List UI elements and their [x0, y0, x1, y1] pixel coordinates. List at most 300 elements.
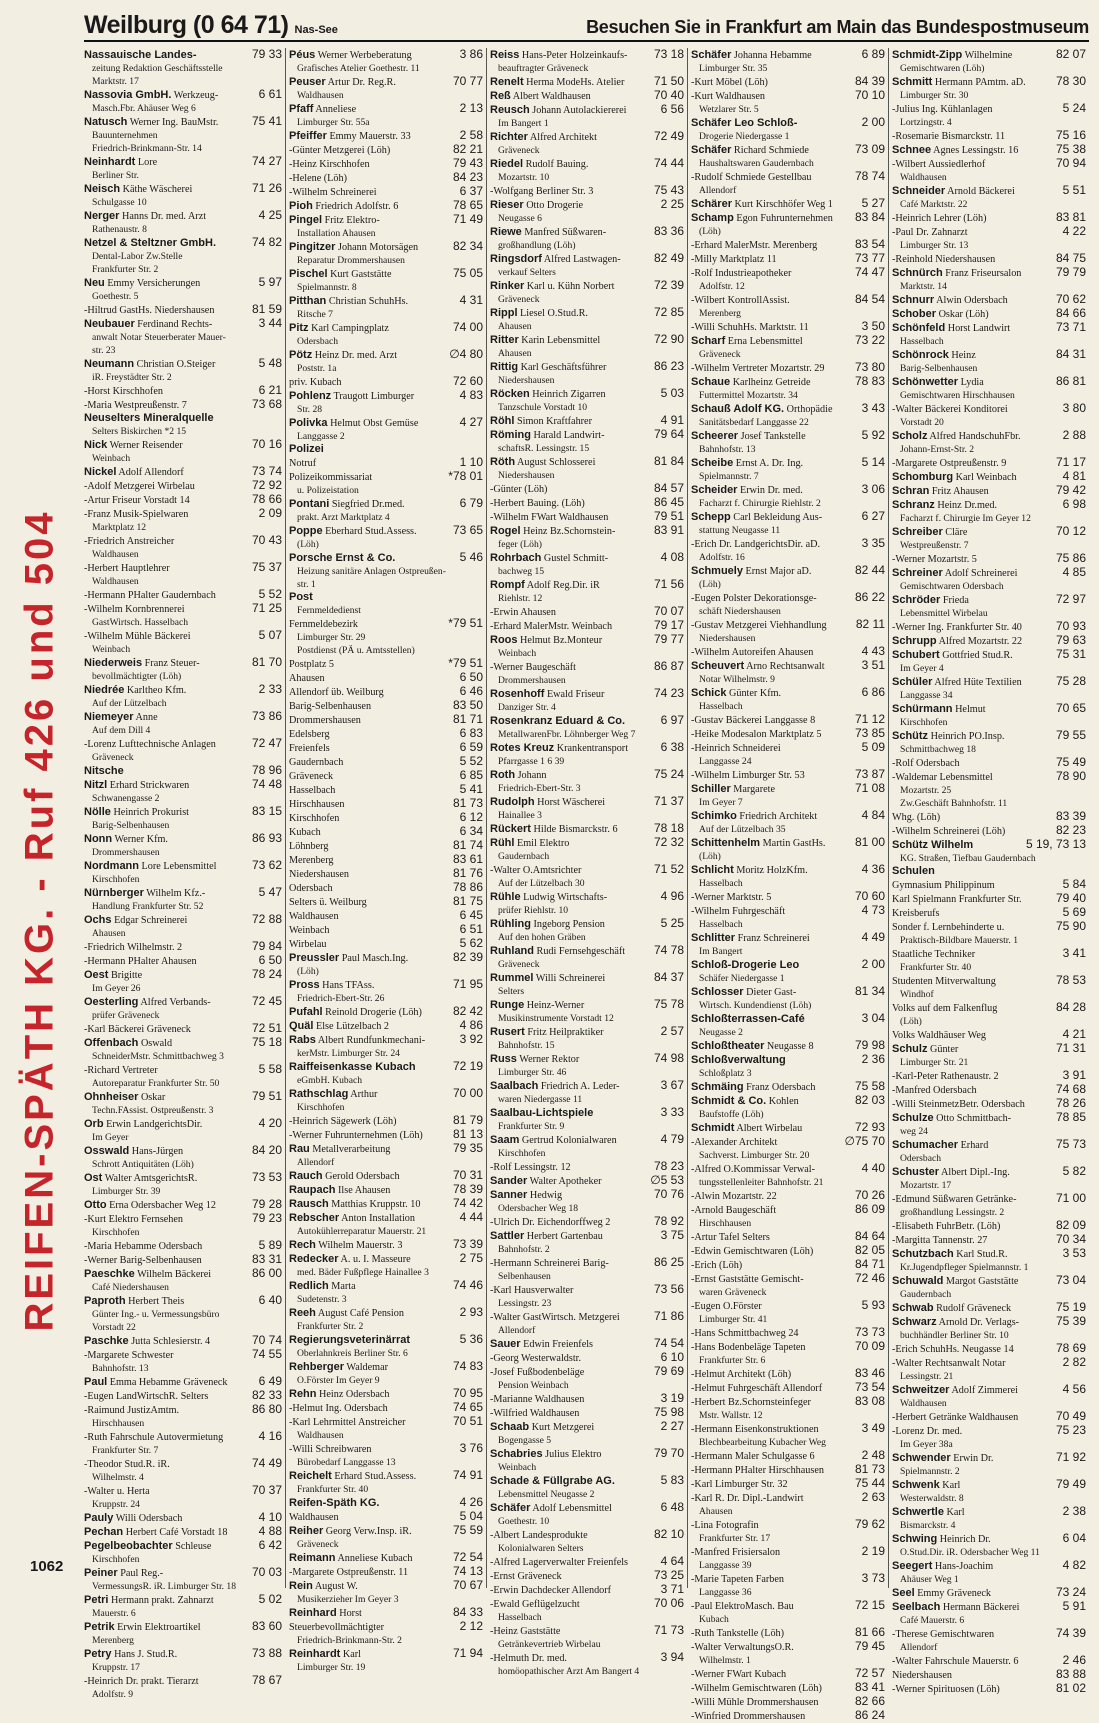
listing-name [691, 1423, 859, 1436]
listing-details: Matthias Kruppstr. 10 [328, 1199, 421, 1210]
listing-entry [691, 809, 885, 823]
listing-entry [691, 1709, 885, 1723]
listing-details: August W. [312, 1581, 358, 1592]
listing-details: Anton Installation [339, 1213, 415, 1224]
listing-surname: Nonn [84, 833, 113, 845]
listing-entry [490, 1283, 684, 1297]
listing-subline: Lessingstr. 23 [498, 1298, 552, 1309]
listing-phone: 73 85 [854, 726, 885, 740]
listing-details: Eberhard Stud.Assess. [322, 526, 417, 537]
listing-entry [691, 1340, 885, 1354]
listing-surname: Nassovia GmbH. [84, 89, 172, 101]
listing-details: -Wilhelm FWart Waldhausen [490, 512, 609, 523]
listing-entry [84, 398, 282, 412]
listing-name [84, 1648, 249, 1661]
listing-surname: Rech [289, 1239, 316, 1251]
listing-subline: Kirschhofen [297, 1102, 345, 1113]
listing-surname: Runge [490, 999, 525, 1011]
listing-phone: 82 10 [653, 1527, 684, 1541]
listing-name [289, 938, 457, 951]
listing-surname: Schäfer Leo Schloß- [691, 117, 798, 129]
listing-phone: 74 47 [854, 265, 885, 279]
listing-subline: Bürobedarf Langgasse 13 [297, 1457, 396, 1468]
listing-name [289, 1361, 450, 1374]
listing-surname: Schick [691, 687, 727, 699]
listing-name [490, 1529, 651, 1542]
listing-phone: 74 55 [251, 1347, 282, 1361]
listing-name [892, 1357, 1060, 1370]
listing-details: -Heinrich Dr. prakt. Tierarzt [84, 1676, 199, 1687]
listing-surname: Schulze [892, 1112, 934, 1124]
listing-name [892, 1220, 1053, 1233]
listing-surname: Petry [84, 1648, 112, 1660]
listing-phone: 4 26 [459, 1495, 483, 1509]
listing-details: -Raimund JustizAmtm. [84, 1405, 180, 1416]
listing-details: -Walter O.Amtsrichter [490, 865, 582, 876]
listing-name [892, 1112, 1053, 1125]
listing-details: Marta [328, 1281, 356, 1292]
listing-details: Arnold Dr. Verlags- [936, 1317, 1020, 1328]
listing-entry [84, 954, 282, 968]
listing-entry [691, 1299, 885, 1313]
area-label: Nas-See [294, 24, 338, 36]
listing-name [691, 1341, 852, 1354]
listing-subline: Goethestr. 5 [92, 291, 139, 302]
listing-name [289, 854, 450, 867]
listing-details: Karl [939, 1480, 961, 1491]
listing-details: Otto Drogerie [523, 200, 584, 211]
listing-details: -Werner Mozartstr. 5 [892, 554, 977, 565]
listing-surname: Schutzbach [892, 1248, 954, 1260]
listing-name [289, 390, 457, 403]
listing-phone: 84 33 [452, 1605, 483, 1619]
listing-phone: 74 27 [251, 154, 282, 168]
listing-surname: Schreiner [892, 567, 943, 579]
listing-subline: Rathenaustr. 8 [92, 224, 147, 235]
listing-name [892, 1669, 1053, 1682]
listing-name [84, 1240, 256, 1253]
listing-details: -Hermann PHalter Gaudernbach [84, 590, 216, 601]
listing-surname: Porsche Ernst & Co. [289, 552, 396, 564]
listing-entry [84, 182, 282, 196]
listing-surname: Reichelt [289, 1470, 332, 1482]
listing-phone: 3 53 [1062, 1246, 1086, 1260]
listing-details: Erhard [958, 1140, 989, 1151]
listing-subline: Autokühlerreparatur Mauerstr. 21 [297, 1226, 427, 1237]
listing-details: Heinrich Zigarren [529, 389, 606, 400]
listing-surname: Nitsche [84, 765, 124, 777]
listing-details: -Willi Mühle Drommershausen [691, 1697, 819, 1708]
listing-subline: Waldhausen [92, 549, 139, 560]
listing-subline: Schmittbachweg 18 [900, 744, 976, 755]
listing-surname: Pingitzer [289, 241, 336, 253]
listing-entry [289, 157, 483, 171]
listing-phone: 5 36 [459, 1332, 483, 1346]
listing-subline: Zw.Geschäft Bahnhofstr. 11 [900, 798, 1008, 809]
listing-name [691, 1231, 852, 1244]
listing-phone: 75 86 [1055, 551, 1086, 565]
listing-entry [490, 578, 684, 592]
listing-name [691, 810, 859, 823]
listing-entry [691, 985, 885, 999]
listing-details: Metallverarbeitung [309, 1144, 391, 1155]
listing-name [490, 280, 651, 293]
listing-details: -Heike Modesalon Marktplatz 5 [691, 729, 822, 740]
listing-entry [289, 1401, 483, 1415]
listing-entry [892, 456, 1086, 470]
listing-details: Hilde Bismarckstr. 6 [530, 824, 618, 835]
listing-name [892, 308, 1053, 321]
listing-phone: 5 04 [459, 1509, 483, 1523]
listing-entry [892, 225, 1086, 239]
listing-phone: 71 17 [1055, 455, 1086, 469]
listing-details: Heinz-Werner [524, 1000, 585, 1011]
listing-details: Johann [515, 770, 547, 781]
listing-phone: 6 98 [1062, 497, 1086, 511]
listing-surname: Röhl [490, 415, 515, 427]
listing-entry [289, 1306, 483, 1320]
listing-entry [84, 913, 282, 927]
listing-subline: Langgasse 36 [699, 1587, 752, 1598]
listing-name [892, 1166, 1060, 1179]
listing-name [289, 1198, 450, 1211]
listing-surname: Osswald [84, 1145, 130, 1157]
listing-surname: Riewe [490, 226, 522, 238]
listing-phone: 5 69 [1062, 905, 1086, 919]
listing-subline: Weinbach [92, 644, 131, 655]
listing-surname: Rogel [490, 525, 521, 537]
listing-details: Johann Autolackiererei [529, 105, 627, 116]
listing-subline: Ahausen [498, 348, 532, 359]
listing-phone: 79 55 [1055, 728, 1086, 742]
listing-subline: Odersbacher Weg 18 [498, 1203, 579, 1214]
listing-entry [490, 944, 684, 958]
listing-phone: 84 31 [1055, 347, 1086, 361]
listing-details: -Gustav Bäckerei Langgasse 8 [691, 715, 816, 726]
listing-entry [490, 1160, 684, 1174]
listing-details: Werner Kfm. [112, 834, 168, 845]
listing-name [289, 882, 450, 895]
listing-entry [892, 1668, 1086, 1682]
listing-details: Hermann Bäckerei [940, 1602, 1020, 1613]
listing-name [289, 1552, 450, 1565]
listing-entry [490, 1501, 684, 1515]
listing-entry [490, 184, 684, 198]
listing-phone: 4 43 [861, 644, 885, 658]
listing-details: Löhnberg [289, 841, 329, 852]
listing-name [892, 649, 1053, 662]
listing-phone: 86 09 [854, 1202, 885, 1216]
listing-subline: Kruppstr. 17 [92, 1662, 140, 1673]
listing-subline: Café Mauerstr. 6 [900, 1615, 965, 1626]
listing-entry [289, 185, 483, 199]
listing-name [490, 226, 651, 239]
listing-subline: Lebensmittel Neugasse 2 [498, 1489, 595, 1500]
listing-details: Weinbach [289, 925, 330, 936]
listing-phone: 74 98 [653, 1051, 684, 1065]
listing-subline: Facharzt f. Chirurgie Im Geyer 12 [900, 513, 1031, 524]
listing-phone: 3 67 [660, 1078, 684, 1092]
listing-name [691, 1368, 852, 1381]
listing-subline: Bahnhofstr. 13 [92, 1363, 149, 1374]
listing-entry [892, 1383, 1086, 1397]
listing-entry [892, 129, 1086, 143]
listing-subline: Musikinstrumente Vorstadt 12 [498, 1013, 614, 1024]
listing-details: -Rosemarie Bismarckstr. 11 [892, 131, 1006, 142]
listing-phone: 74 65 [452, 1400, 483, 1414]
listing-entry [691, 836, 885, 850]
listing-entry [490, 333, 684, 347]
listing-name [892, 811, 1053, 824]
listing-subline: feger (Löh) [498, 539, 542, 550]
listing-phone: 3 92 [459, 1032, 483, 1046]
listing-details: Adolf Lebensmittel [530, 1503, 612, 1514]
listing-name [490, 185, 651, 198]
listing-name [691, 1122, 852, 1135]
listing-subline: GastWirtsch. Hasselbach [92, 617, 189, 628]
listing-details: Edgar Schreinerei [111, 915, 188, 926]
listing-name [691, 376, 852, 389]
listing-phone: 4 86 [459, 1018, 483, 1032]
listing-name [289, 1115, 450, 1128]
listing-entry [691, 904, 885, 918]
listing-entry [892, 1001, 1086, 1015]
listing-entry [84, 1348, 282, 1362]
listing-subline: Kruppstr. 24 [92, 1499, 140, 1510]
listing-subline: med. Bäder Fußpflege Hainallee 3 [297, 1267, 429, 1278]
listing-phone: 81 76 [452, 866, 483, 880]
listing-surname: Schlicht [691, 864, 734, 876]
listing-surname: Rühling [490, 918, 531, 930]
listing-surname: Neu [84, 277, 105, 289]
listing-entry [490, 998, 684, 1012]
listing-subline: Pfarrgasse 1 6 39 [498, 756, 565, 767]
listing-name [490, 634, 651, 647]
listing-entry [691, 1695, 885, 1709]
listing-phone: 72 39 [653, 278, 684, 292]
listing-phone: 84 23 [452, 170, 483, 184]
listing-subline: Spielmannstr. 8 [297, 282, 357, 293]
listing-phone: 71 31 [1055, 1041, 1086, 1055]
listing-details: -Marie Tapeten Farben [691, 1574, 785, 1585]
listing-entry [691, 456, 885, 470]
listing-name [289, 498, 457, 511]
listing-phone: 70 65 [1055, 701, 1086, 715]
listing-details: Emma Hebamme Gräveneck [107, 1377, 228, 1388]
listing-phone: 73 53 [251, 1170, 282, 1184]
listing-details: Kreisberufs [892, 908, 940, 919]
listing-phone: 6 27 [861, 509, 885, 523]
listing-entry [691, 143, 885, 157]
listing-entry [289, 1033, 483, 1047]
listing-details: -Lorenz Lufttechnische Anlagen [84, 739, 216, 750]
listing-details: Waldhausen [289, 1512, 339, 1523]
listing-phone: 5 09 [861, 740, 885, 754]
listing-phone: 3 76 [459, 1441, 483, 1455]
listing-phone: 83 88 [1055, 1667, 1086, 1681]
listing-phone: 73 18 [653, 47, 684, 61]
listing-subline: Auf den hohen Gräben [498, 932, 586, 943]
listing-details: -Kurt Elektro Fernsehen [84, 1214, 184, 1225]
listing-name [289, 1648, 450, 1661]
listing-name [84, 657, 249, 670]
listing-details: -Günter Metzgerei (Löh) [289, 145, 391, 156]
listing-subline: Schrott Antiquitäten (Löh) [92, 1159, 194, 1170]
listing-name [289, 268, 450, 281]
listing-details: Emmy Versicherungen [104, 278, 201, 289]
listing-phone: 84 75 [1055, 251, 1086, 265]
listing-phone: 5 02 [258, 1592, 282, 1606]
listing-surname: Reusch [490, 104, 530, 116]
listing-details: -Hermann Maler Schulgasse 6 [691, 1451, 815, 1462]
listing-name [490, 1338, 651, 1351]
listing-phone: 6 48 [660, 1500, 684, 1514]
listing-phone: 78 26 [1055, 1096, 1086, 1110]
listing-subline: Barig-Selbenhausen [92, 820, 170, 831]
listing-subline: Waldhausen [900, 172, 947, 183]
listing-entry [892, 184, 1086, 198]
listing-phone: 78 65 [452, 198, 483, 212]
listing-details: -Karl Hausverwalter [490, 1285, 574, 1296]
listing-phone: 5 48 [258, 356, 282, 370]
listing-name [289, 349, 446, 362]
listing-details: -Milly Marktplatz 11 [691, 254, 777, 265]
listing-phone: 4 79 [660, 1132, 684, 1146]
listing-subline: Gaudernbach [498, 851, 550, 862]
listing-details: Liesel O.Stud.R. [517, 308, 588, 319]
listing-entry [490, 252, 684, 266]
listing-surname: Schäfer [691, 144, 732, 156]
listing-entry [691, 1381, 885, 1395]
listing-name [892, 1479, 1053, 1492]
listing-name [691, 565, 852, 578]
listing-phone: 83 84 [854, 210, 885, 224]
listing-phone: 70 37 [251, 1483, 282, 1497]
listing-details: -Erwin Dachdecker Allendorf [490, 1585, 612, 1596]
listing-name [289, 1388, 450, 1401]
listing-entry [892, 1424, 1086, 1438]
listing-subline: Praktisch-Bildbare Mauerstr. 1 [900, 935, 1019, 946]
listing-surname: Paproth [84, 1295, 126, 1307]
listing-entry [892, 1274, 1086, 1288]
listing-details: -Werner Baugeschäft [490, 662, 577, 673]
listing-details: Lore [135, 157, 158, 168]
listing-entry [490, 75, 684, 89]
listing-surname: Saalbau-Lichtspiele [490, 1107, 594, 1119]
listing-name [490, 1161, 651, 1174]
listing-name [84, 1335, 249, 1348]
listing-name [490, 199, 658, 212]
listing-phone: 82 33 [251, 1388, 282, 1402]
listing-details: Lore Lebensmittel [139, 861, 217, 872]
listing-details: Franz Friseursalon [942, 268, 1022, 279]
listing-name [289, 979, 450, 992]
listing-phone: 6 51 [459, 922, 483, 936]
listing-subline: Limburger Str. 21 [900, 1057, 969, 1068]
listing-details: -Winfried Drommershausen [691, 1711, 806, 1722]
listing-subline: schäft Niedershausen [699, 606, 781, 617]
listing-name [289, 1170, 450, 1183]
listing-subline: Limburger Str. 35 [699, 63, 768, 74]
listing-details: -Paul Dr. Zahnarzt [892, 227, 968, 238]
listing-phone: 79 63 [1055, 633, 1086, 647]
listing-details: -Wilbert Aussiedlerhof [892, 159, 986, 170]
listing-surname: Oesterling [84, 996, 139, 1008]
listing-entry [691, 1121, 885, 1135]
listing-phone: 71 50 [653, 74, 684, 88]
listing-phone: 73 04 [1055, 1273, 1086, 1287]
listing-surname: Peuser [289, 76, 326, 88]
listing-details: Wilhelm Kfz.- [143, 888, 206, 899]
listing-surname: Post [289, 591, 313, 603]
listing-name [490, 1216, 651, 1229]
listing-entry [892, 1356, 1086, 1370]
listing-phone: 84 39 [854, 74, 885, 88]
listing-surname: Schwender [892, 1452, 951, 1464]
listing-subline: Waldhausen [297, 1430, 344, 1441]
listing-name [84, 684, 256, 697]
listing-surname: Rühle [490, 891, 521, 903]
listing-subline: eGmbH. Kubach [297, 1075, 363, 1086]
listing-phone: 75 23 [1055, 1423, 1086, 1437]
listing-details: -Margarete Ostpreußenstr. 9 [892, 458, 1007, 469]
listing-entry [691, 170, 885, 184]
listing-surname: Otto [84, 1199, 107, 1211]
listing-entry [289, 171, 483, 185]
listing-subline: Waldhausen [92, 576, 139, 587]
listing-phone: 73 24 [1055, 1585, 1086, 1599]
listing-phone: 5 46 [459, 550, 483, 564]
listing-phone: 78 69 [1055, 1341, 1086, 1355]
listing-name [289, 552, 457, 565]
listing-surname: Pohlenz [289, 390, 332, 402]
listing-phone: 71 08 [854, 781, 885, 795]
listing-phone: 79 70 [653, 1446, 684, 1460]
listing-subline: Sanitätsbedarf Langgasse 22 [699, 417, 809, 428]
listing-name [84, 156, 249, 169]
listing-surname: Pauly [84, 1512, 114, 1524]
listing-details: A. u. I. Masseure [338, 1254, 411, 1265]
listing-subline: Bahnhofstr. 2 [498, 1244, 550, 1255]
listing-name [892, 526, 1053, 539]
listing-subline: Facharzt f. Chirurgie Riehlstr. 2 [699, 498, 821, 509]
listing-name [892, 1275, 1053, 1288]
listing-entry [490, 414, 684, 428]
listing-entry [84, 465, 282, 479]
listing-details: Erna Lebensmittel [725, 336, 803, 347]
listing-surname: Natusch [84, 116, 128, 128]
listing-entry [490, 917, 684, 931]
listing-surname: Schran [892, 485, 930, 497]
listing-details: Herma ModeHs. Atelier [523, 77, 625, 88]
listing-subline: verkauf Selters [498, 267, 556, 278]
listing-entry [892, 1627, 1086, 1641]
listing-details: Albert Waldhausen [510, 91, 591, 102]
listing-entry [289, 727, 483, 741]
listing-details: Horst Landwirt [945, 323, 1011, 334]
listing-phone: 75 05 [452, 266, 483, 280]
listing-subline: Getränkevertrieb Wirbelau [498, 1639, 601, 1650]
listing-name [691, 1245, 852, 1258]
listing-surname: Sattler [490, 1230, 525, 1242]
listing-entry [289, 657, 483, 671]
listing-surname: Schober [892, 308, 937, 320]
listing-name [892, 294, 1053, 307]
listing-phone: 75 59 [452, 1523, 483, 1537]
listing-details: -Wilhelm Kornbrennerei [84, 604, 185, 615]
listing-details: Günter [927, 1044, 959, 1055]
listing-entry [490, 795, 684, 809]
